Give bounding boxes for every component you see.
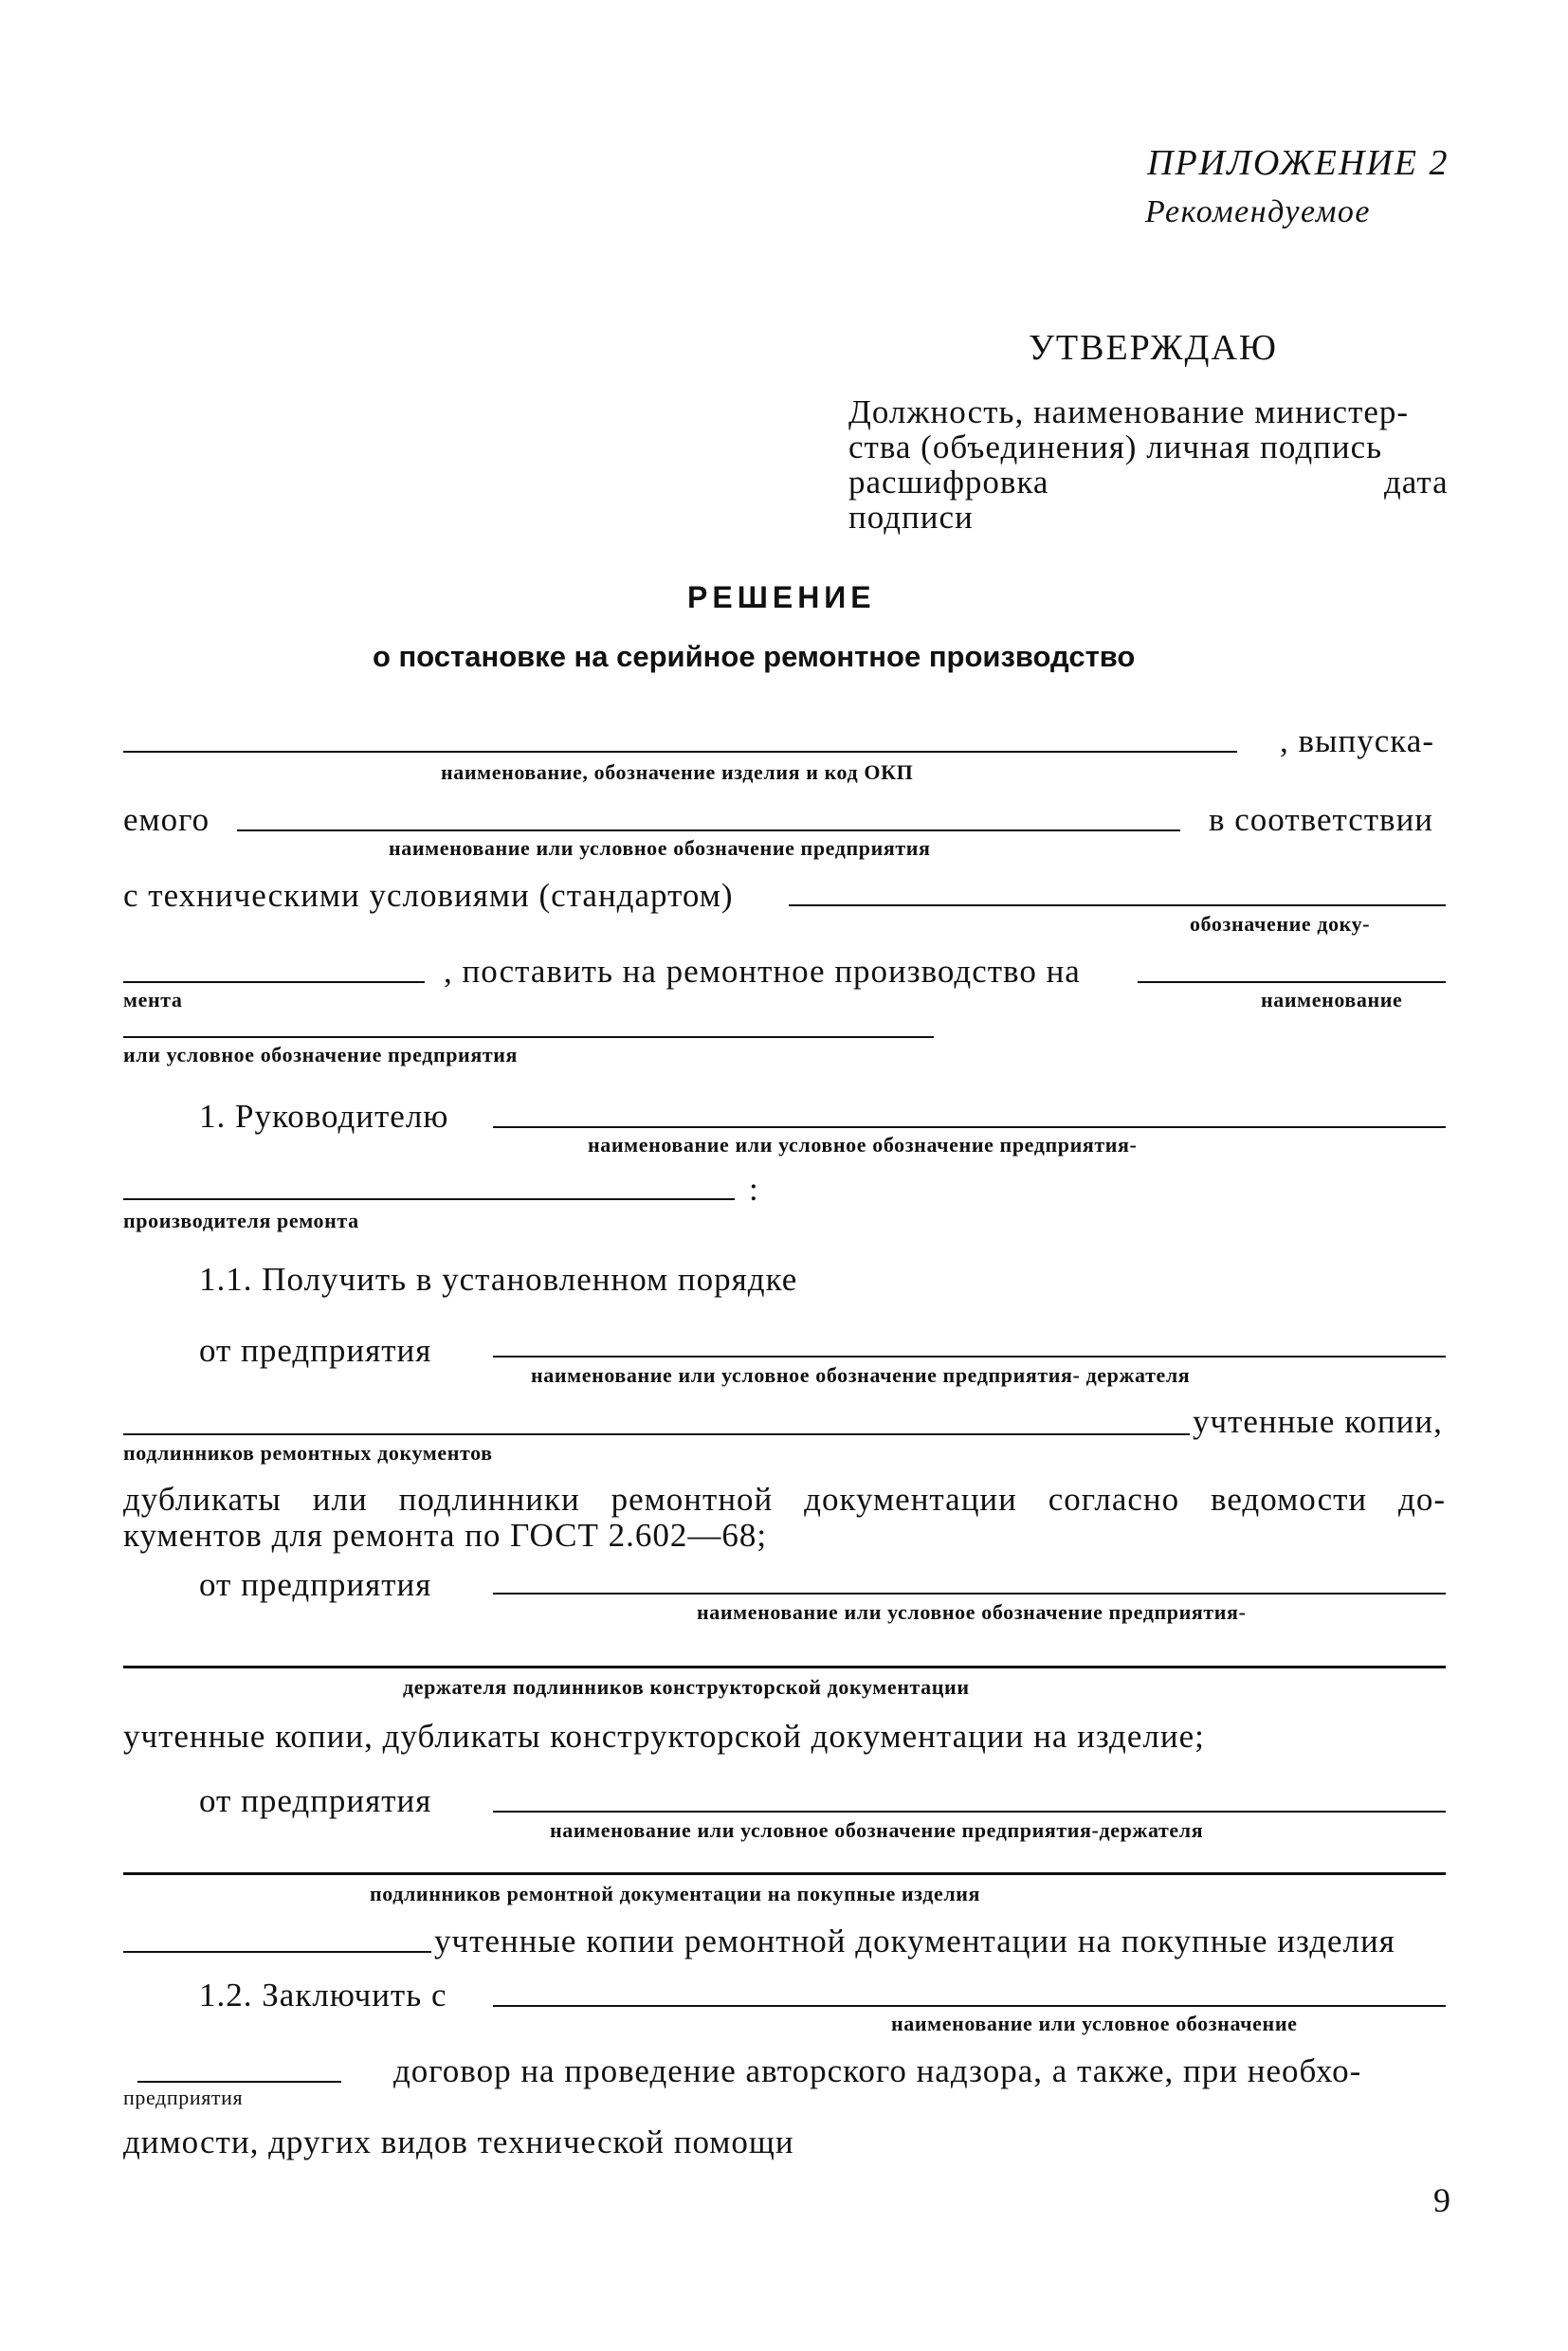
- holder-line-2[interactable]: [493, 1593, 1446, 1595]
- holder-line-3[interactable]: [493, 1811, 1446, 1813]
- item-name-line[interactable]: [123, 751, 1237, 753]
- approval-line-2: ства (объединения) личная подпись: [848, 428, 1383, 465]
- p1-label: 1. Руководителю: [199, 1098, 449, 1135]
- approval-line-3-left: расшифровка: [848, 464, 1049, 501]
- repair-producer-line[interactable]: [123, 1198, 735, 1200]
- contractor-line[interactable]: [493, 2005, 1446, 2007]
- copies-1-caption: подлинников ремонтных документов: [123, 1441, 493, 1465]
- r5-caption: или условное обозначение предприятия: [123, 1043, 519, 1066]
- dup-line-2: кументов для ремонта по ГОСТ 2.602—68;: [123, 1517, 768, 1554]
- copies-2: учтенные копии, дубликаты конструкторской документации на изделие;: [123, 1718, 1205, 1755]
- from-1: от предприятия: [199, 1332, 432, 1369]
- copies-1: учтенные копии,: [1193, 1403, 1443, 1440]
- copies-3-line[interactable]: [123, 1951, 431, 1953]
- r3-caption: обозначение доку-: [1190, 912, 1371, 936]
- copies-3: учтенные копии ремонтной документации на покупные изделия: [434, 1923, 1395, 1959]
- r4-caption-left: мента: [123, 988, 183, 1011]
- enterprise-cont-line[interactable]: [123, 1036, 934, 1038]
- r3-text: с техническими условиями (стандартом): [123, 877, 734, 914]
- originals-line-1[interactable]: [123, 1433, 1190, 1435]
- enterprise-short-line[interactable]: [137, 2081, 341, 2083]
- r1-after: , выпуска-: [1280, 722, 1434, 759]
- design-docs-line[interactable]: [123, 1666, 1446, 1668]
- r1-caption: наименование, обозначение изделия и код ОКП: [441, 760, 914, 784]
- approval-line-4: подписи: [848, 499, 974, 536]
- r4-text: , поставить на ремонтное производство на: [444, 953, 1081, 990]
- decision-subtitle: о постановке на серийное ремонтное производство: [373, 640, 1136, 673]
- appendix-title: ПРИЛОЖЕНИЕ 2: [1147, 143, 1449, 183]
- approval-line-1: Должность, наименование министер-: [848, 393, 1410, 430]
- appendix-subtitle: Рекомендуемое: [1145, 194, 1371, 229]
- r2-after: в соответствии: [1209, 801, 1434, 838]
- approval-line-3-right: дата: [1384, 464, 1449, 501]
- from-3-caption: наименование или условное обозначение предприятия-держателя: [550, 1818, 1204, 1842]
- from-3-caption-2: подлинников ремонтной документации на покупные изделия: [370, 1882, 981, 1905]
- r4-caption-right: наименование: [1261, 988, 1403, 1011]
- decision-title: РЕШЕНИЕ: [687, 580, 876, 614]
- from-2-caption-2: держателя подлинников конструкторской документации: [403, 1675, 970, 1699]
- dup-line-1: дубликаты или подлинники ремонтной документации согласно ведомости до-: [123, 1481, 1446, 1518]
- r2-caption: наименование или условное обозначение предприятия: [389, 836, 931, 860]
- contract-text: договор на проведение авторского надзора, а также, при необхо-: [393, 2052, 1362, 2089]
- p1-caption: наименование или условное обозначение предприятия-: [588, 1133, 1138, 1157]
- holder-line-1[interactable]: [493, 1356, 1446, 1358]
- approval-heading: УТВЕРЖДАЮ: [1029, 328, 1278, 368]
- from-3: от предприятия: [199, 1782, 432, 1819]
- enterprise-line[interactable]: [237, 829, 1180, 831]
- from-2: от предприятия: [199, 1566, 432, 1603]
- contract-caption: предприятия: [123, 2086, 244, 2109]
- page-number: 9: [1433, 2181, 1451, 2219]
- repair-enterprise-line[interactable]: [1138, 981, 1446, 983]
- p1-caption-2: производителя ремонта: [123, 1209, 359, 1232]
- purchased-docs-line[interactable]: [123, 1872, 1446, 1875]
- head-line[interactable]: [493, 1126, 1446, 1128]
- p12-label: 1.2. Заключить с: [199, 1977, 447, 2014]
- r2-before: емого: [123, 801, 210, 838]
- from-2-caption: наименование или условное обозначение предприятия-: [697, 1600, 1247, 1624]
- document-line[interactable]: [123, 981, 425, 983]
- p11-text: 1.1. Получить в установленном порядке: [199, 1261, 798, 1298]
- p12-caption: наименование или условное обозначение: [891, 2012, 1298, 2035]
- standard-line[interactable]: [789, 904, 1446, 906]
- p1-colon: :: [749, 1171, 759, 1208]
- final-text: димости, других видов технической помощи: [123, 2123, 794, 2160]
- from-1-caption: наименование или условное обозначение предприятия- держателя: [531, 1363, 1191, 1387]
